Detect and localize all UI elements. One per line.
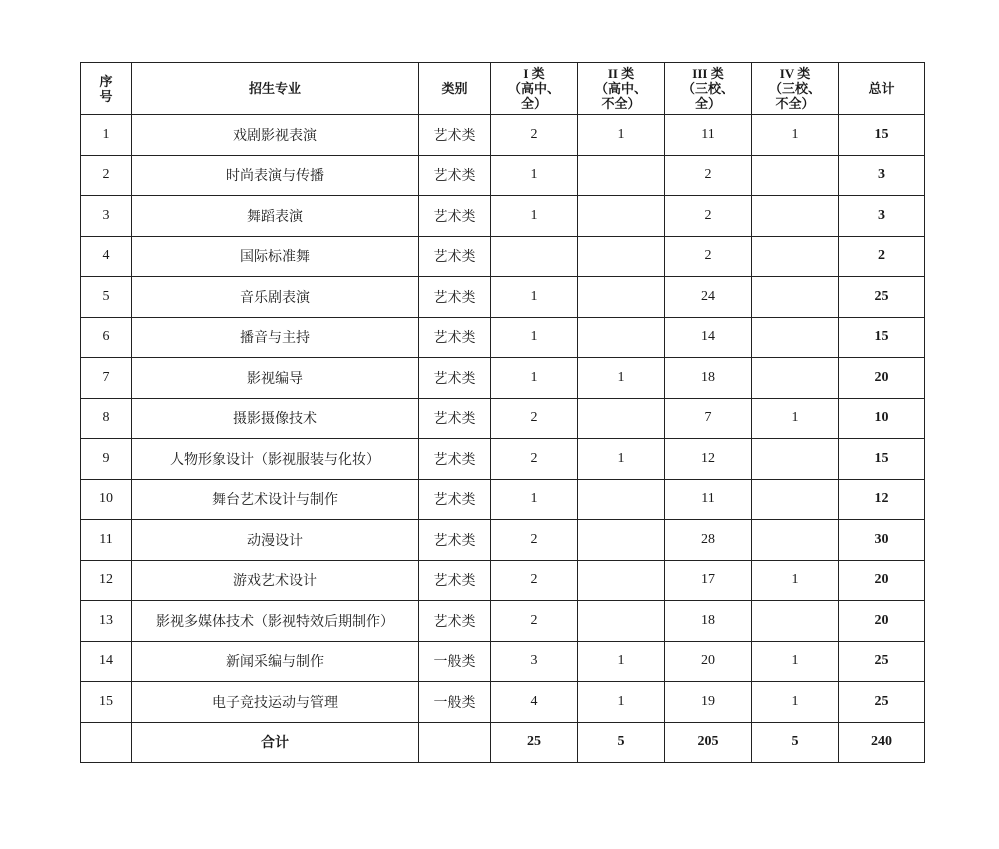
table-row bbox=[81, 398, 925, 439]
summary-total: 240 bbox=[839, 722, 925, 763]
cell-category: 艺术类 bbox=[419, 479, 491, 520]
table-row bbox=[81, 560, 925, 601]
cell-major: 时尚表演与传播 bbox=[132, 155, 419, 196]
cell-total: 15 bbox=[839, 439, 925, 480]
summary-class-4: 5 bbox=[752, 722, 839, 763]
cell-class-3: 11 bbox=[665, 115, 752, 156]
summary-category bbox=[419, 722, 491, 763]
cell-major: 电子竞技运动与管理 bbox=[132, 682, 419, 723]
cell-class-4: 1 bbox=[752, 398, 839, 439]
cell-no: 12 bbox=[81, 560, 132, 601]
cell-total: 30 bbox=[839, 520, 925, 561]
cell-class-3: 28 bbox=[665, 520, 752, 561]
cell-no: 10 bbox=[81, 479, 132, 520]
cell-category: 艺术类 bbox=[419, 439, 491, 480]
header-major: 招生专业 bbox=[132, 63, 419, 115]
cell-class-2 bbox=[578, 236, 665, 277]
cell-class-2: 1 bbox=[578, 439, 665, 480]
header-category: 类别 bbox=[419, 63, 491, 115]
cell-major: 动漫设计 bbox=[132, 520, 419, 561]
cell-class-2 bbox=[578, 277, 665, 318]
cell-total: 25 bbox=[839, 277, 925, 318]
table-row bbox=[81, 317, 925, 358]
cell-total: 15 bbox=[839, 115, 925, 156]
cell-class-3: 24 bbox=[665, 277, 752, 318]
cell-category: 艺术类 bbox=[419, 520, 491, 561]
cell-class-3: 18 bbox=[665, 601, 752, 642]
cell-category: 艺术类 bbox=[419, 398, 491, 439]
summary-class-3: 205 bbox=[665, 722, 752, 763]
cell-class-4 bbox=[752, 520, 839, 561]
cell-class-1: 1 bbox=[491, 155, 578, 196]
cell-total: 12 bbox=[839, 479, 925, 520]
cell-class-4 bbox=[752, 317, 839, 358]
cell-category: 艺术类 bbox=[419, 196, 491, 237]
table-row bbox=[81, 479, 925, 520]
cell-class-2 bbox=[578, 601, 665, 642]
table-header-row bbox=[81, 63, 925, 115]
table-row bbox=[81, 277, 925, 318]
cell-class-3: 18 bbox=[665, 358, 752, 399]
cell-total: 10 bbox=[839, 398, 925, 439]
cell-class-3: 11 bbox=[665, 479, 752, 520]
cell-class-4 bbox=[752, 196, 839, 237]
header-class-1: I 类 （高中、 全） bbox=[491, 63, 578, 115]
cell-class-4 bbox=[752, 155, 839, 196]
cell-no: 5 bbox=[81, 277, 132, 318]
cell-class-3: 2 bbox=[665, 236, 752, 277]
table-row bbox=[81, 439, 925, 480]
cell-class-4 bbox=[752, 236, 839, 277]
cell-no: 1 bbox=[81, 115, 132, 156]
summary-row bbox=[81, 722, 925, 763]
cell-category: 艺术类 bbox=[419, 115, 491, 156]
table-row bbox=[81, 641, 925, 682]
cell-class-4: 1 bbox=[752, 115, 839, 156]
header-class-4: IV 类 （三校、 不全） bbox=[752, 63, 839, 115]
cell-class-3: 20 bbox=[665, 641, 752, 682]
cell-major: 影视多媒体技术（影视特效后期制作） bbox=[132, 601, 419, 642]
cell-category: 艺术类 bbox=[419, 358, 491, 399]
cell-category: 艺术类 bbox=[419, 277, 491, 318]
cell-class-2: 1 bbox=[578, 641, 665, 682]
cell-major: 影视编导 bbox=[132, 358, 419, 399]
cell-class-1: 1 bbox=[491, 479, 578, 520]
table-row bbox=[81, 601, 925, 642]
cell-class-3: 12 bbox=[665, 439, 752, 480]
cell-class-3: 2 bbox=[665, 155, 752, 196]
cell-no: 7 bbox=[81, 358, 132, 399]
cell-class-2 bbox=[578, 520, 665, 561]
cell-class-2 bbox=[578, 155, 665, 196]
cell-total: 20 bbox=[839, 358, 925, 399]
cell-no: 2 bbox=[81, 155, 132, 196]
table-row bbox=[81, 358, 925, 399]
cell-class-4 bbox=[752, 358, 839, 399]
cell-class-4: 1 bbox=[752, 682, 839, 723]
cell-class-1: 1 bbox=[491, 317, 578, 358]
cell-class-2: 1 bbox=[578, 358, 665, 399]
enrollment-table bbox=[80, 62, 925, 763]
cell-category: 一般类 bbox=[419, 641, 491, 682]
cell-major: 国际标准舞 bbox=[132, 236, 419, 277]
cell-class-1: 2 bbox=[491, 439, 578, 480]
cell-class-4 bbox=[752, 439, 839, 480]
cell-class-2 bbox=[578, 196, 665, 237]
table-row bbox=[81, 155, 925, 196]
cell-no: 13 bbox=[81, 601, 132, 642]
header-no: 序 号 bbox=[81, 63, 132, 115]
cell-category: 艺术类 bbox=[419, 317, 491, 358]
cell-total: 3 bbox=[839, 155, 925, 196]
cell-class-3: 17 bbox=[665, 560, 752, 601]
cell-class-3: 19 bbox=[665, 682, 752, 723]
cell-class-1: 1 bbox=[491, 358, 578, 399]
summary-class-2: 5 bbox=[578, 722, 665, 763]
cell-category: 艺术类 bbox=[419, 560, 491, 601]
cell-class-2: 1 bbox=[578, 115, 665, 156]
cell-class-1: 4 bbox=[491, 682, 578, 723]
cell-class-4 bbox=[752, 277, 839, 318]
cell-major: 音乐剧表演 bbox=[132, 277, 419, 318]
header-total: 总计 bbox=[839, 63, 925, 115]
cell-class-2 bbox=[578, 317, 665, 358]
cell-no: 6 bbox=[81, 317, 132, 358]
cell-class-2: 1 bbox=[578, 682, 665, 723]
cell-total: 20 bbox=[839, 601, 925, 642]
cell-class-4 bbox=[752, 479, 839, 520]
cell-total: 15 bbox=[839, 317, 925, 358]
cell-no: 3 bbox=[81, 196, 132, 237]
summary-no bbox=[81, 722, 132, 763]
cell-class-1: 1 bbox=[491, 196, 578, 237]
cell-category: 艺术类 bbox=[419, 155, 491, 196]
cell-category: 一般类 bbox=[419, 682, 491, 723]
cell-class-4 bbox=[752, 601, 839, 642]
cell-class-2 bbox=[578, 560, 665, 601]
cell-class-1: 1 bbox=[491, 277, 578, 318]
cell-no: 4 bbox=[81, 236, 132, 277]
cell-class-1: 2 bbox=[491, 115, 578, 156]
cell-major: 戏剧影视表演 bbox=[132, 115, 419, 156]
cell-total: 2 bbox=[839, 236, 925, 277]
cell-class-3: 14 bbox=[665, 317, 752, 358]
cell-class-2 bbox=[578, 398, 665, 439]
cell-no: 14 bbox=[81, 641, 132, 682]
table-row bbox=[81, 682, 925, 723]
cell-category: 艺术类 bbox=[419, 236, 491, 277]
cell-class-1: 2 bbox=[491, 601, 578, 642]
cell-class-1: 2 bbox=[491, 520, 578, 561]
table-row bbox=[81, 115, 925, 156]
cell-major: 新闻采编与制作 bbox=[132, 641, 419, 682]
cell-total: 25 bbox=[839, 641, 925, 682]
cell-major: 舞蹈表演 bbox=[132, 196, 419, 237]
cell-class-1 bbox=[491, 236, 578, 277]
header-class-2: II 类 （高中、 不全） bbox=[578, 63, 665, 115]
summary-label: 合计 bbox=[132, 722, 419, 763]
cell-total: 20 bbox=[839, 560, 925, 601]
cell-major: 游戏艺术设计 bbox=[132, 560, 419, 601]
cell-no: 11 bbox=[81, 520, 132, 561]
cell-no: 8 bbox=[81, 398, 132, 439]
cell-class-3: 7 bbox=[665, 398, 752, 439]
cell-class-1: 3 bbox=[491, 641, 578, 682]
cell-major: 人物形象设计（影视服装与化妆） bbox=[132, 439, 419, 480]
table-row bbox=[81, 236, 925, 277]
summary-class-1: 25 bbox=[491, 722, 578, 763]
cell-class-1: 2 bbox=[491, 398, 578, 439]
cell-major: 摄影摄像技术 bbox=[132, 398, 419, 439]
cell-total: 25 bbox=[839, 682, 925, 723]
cell-class-3: 2 bbox=[665, 196, 752, 237]
table-row bbox=[81, 196, 925, 237]
cell-no: 15 bbox=[81, 682, 132, 723]
cell-major: 舞台艺术设计与制作 bbox=[132, 479, 419, 520]
header-class-3: III 类 （三校、 全） bbox=[665, 63, 752, 115]
cell-category: 艺术类 bbox=[419, 601, 491, 642]
cell-class-4: 1 bbox=[752, 641, 839, 682]
cell-major: 播音与主持 bbox=[132, 317, 419, 358]
cell-no: 9 bbox=[81, 439, 132, 480]
cell-total: 3 bbox=[839, 196, 925, 237]
cell-class-2 bbox=[578, 479, 665, 520]
cell-class-1: 2 bbox=[491, 560, 578, 601]
cell-class-4: 1 bbox=[752, 560, 839, 601]
table-row bbox=[81, 520, 925, 561]
